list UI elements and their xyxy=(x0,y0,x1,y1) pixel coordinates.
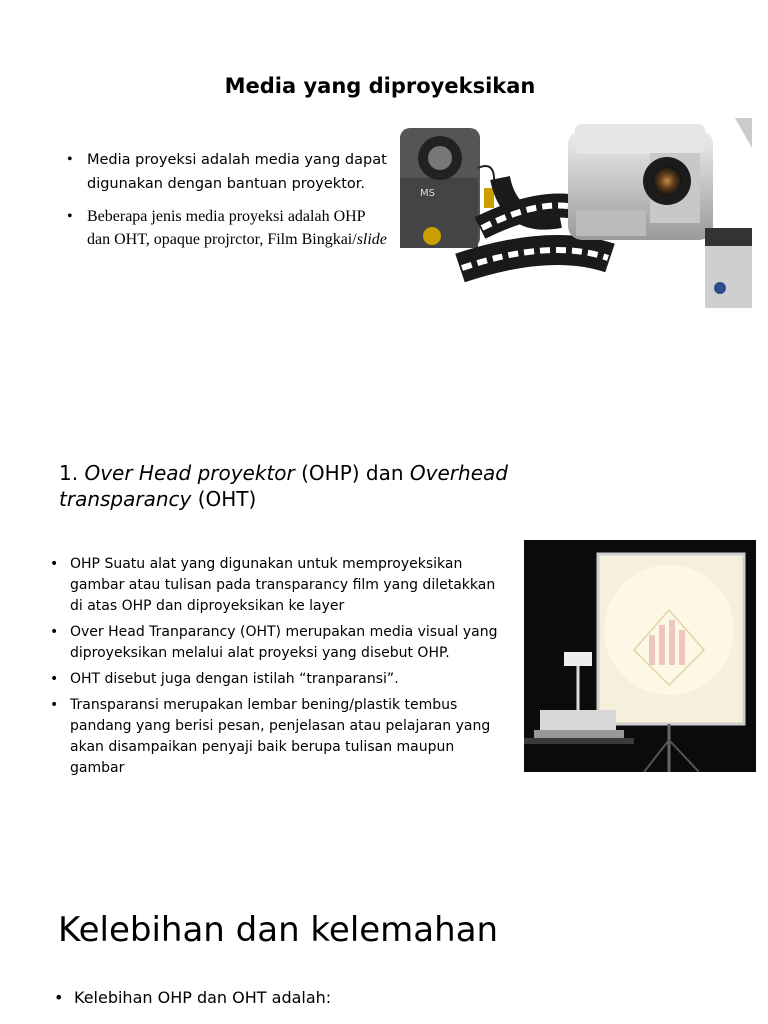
ohp-screen-image xyxy=(524,540,756,772)
slide-heading: Kelebihan dan kelemahan xyxy=(58,910,499,950)
slide-kelebihan-kelemahan xyxy=(0,880,768,1024)
bullet-list xyxy=(87,148,392,260)
heading-text: (OHP) dan xyxy=(294,461,410,485)
slide-heading xyxy=(59,460,619,512)
slide-media-diproyeksikan xyxy=(0,0,768,430)
bullet-list xyxy=(74,988,331,1007)
slide-title: Media yang diproyeksikan xyxy=(224,74,536,98)
projectors-image xyxy=(400,118,752,318)
bullet-item: • Over Head Tranparancy (OHT) merupakan media visual yang diproyeksikan melalui alat proyeksi yang disebut OHP. xyxy=(70,622,510,664)
bullet-item: • Kelebihan OHP dan OHT adalah: xyxy=(74,988,331,1007)
bullet-list xyxy=(70,554,510,784)
bullet-item xyxy=(87,148,392,196)
heading-italic: Overhead transparancy xyxy=(59,461,508,511)
bullet-item: • Transparansi merupakan lembar bening/plastik tembus pandang yang berisi pesan, penjelasan atau pelajaran yang akan disampaikan penyaji baik berupa tulisan maupun gambar xyxy=(70,695,510,779)
bullet-item: • OHP Suatu alat yang digunakan untuk memproyeksikan gambar atau tulisan pada transparancy film yang diletakkan di atas OHP dan diproyeksikan ke layer xyxy=(70,554,510,617)
projector-label: MS xyxy=(420,188,435,199)
bullet-text: Media proyeksi adalah media yang dapat digunakan dengan bantuan proyektor. xyxy=(87,152,387,192)
bullet-text: Beberapa jenis media proyeksi adalah OHP dan OHT, opaque projrctor, Film Bingkai/ xyxy=(87,208,365,248)
heading-text: (OHT) xyxy=(191,487,257,511)
bullet-text-italic: slide xyxy=(356,231,387,248)
heading-number: 1. xyxy=(59,461,85,485)
bullet-item: • OHT disebut juga dengan istilah “tranparansi”. xyxy=(70,669,510,690)
heading-italic: Over Head proyektor xyxy=(84,461,295,485)
slide-ohp-oht xyxy=(0,430,768,830)
bullet-item xyxy=(87,205,392,251)
